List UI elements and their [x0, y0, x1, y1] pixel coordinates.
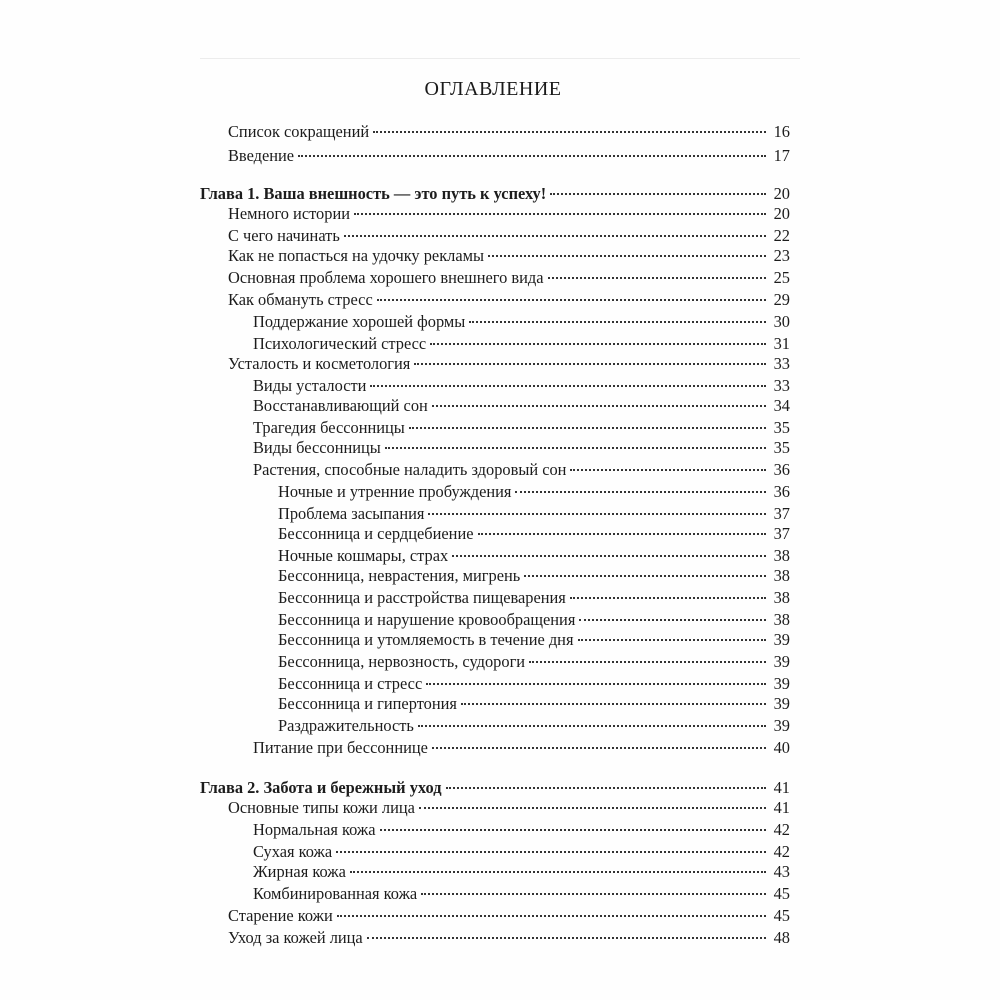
- toc-page-number: 42: [773, 820, 790, 839]
- dot-leader: [385, 447, 766, 449]
- toc-page-number: 39: [773, 630, 790, 649]
- toc-page-number: 39: [773, 674, 790, 693]
- toc-entry-title: Глава 2. Забота и бережный уход: [200, 778, 442, 797]
- toc-page-number: 43: [773, 862, 790, 881]
- toc-entry: [278, 630, 790, 652]
- dot-leader: [478, 533, 767, 535]
- toc-page-number: 22: [773, 226, 790, 245]
- toc-page-number: 31: [773, 334, 790, 353]
- dot-leader: [337, 915, 766, 917]
- toc-entry: [228, 906, 790, 928]
- dot-leader: [428, 513, 766, 515]
- toc-entry: [278, 504, 790, 526]
- toc-entry: [278, 588, 790, 610]
- toc-page-number: 33: [773, 376, 790, 395]
- toc-entry: [253, 438, 790, 460]
- dot-leader: [426, 683, 766, 685]
- dot-leader: [418, 725, 766, 727]
- toc-entry: [278, 652, 790, 674]
- dot-leader: [432, 747, 766, 749]
- toc-entry: [228, 122, 790, 144]
- toc-page-number: 37: [773, 524, 790, 543]
- toc-entry-title: Трагедия бессонницы: [253, 418, 405, 437]
- toc-entry-title: Восстанавливающий сон: [253, 396, 428, 415]
- toc-entry-title: Старение кожи: [228, 906, 333, 925]
- toc-entry: [278, 524, 790, 546]
- toc-entry: [253, 820, 790, 842]
- toc-entry-title: Жирная кожа: [253, 862, 346, 881]
- toc-entry-title: Виды бессонницы: [253, 438, 381, 457]
- toc-page-number: 41: [773, 778, 790, 797]
- toc-entry: [228, 268, 790, 290]
- toc-page-number: 39: [773, 716, 790, 735]
- toc-page-number: 48: [773, 928, 790, 947]
- toc-entry-title: Ночные и утренние пробуждения: [278, 482, 512, 501]
- dot-leader: [446, 787, 767, 789]
- toc-entry-title: С чего начинать: [228, 226, 340, 245]
- toc-entry: [253, 312, 790, 334]
- toc-entry-title: Нормальная кожа: [253, 820, 376, 839]
- toc-entry: [253, 884, 790, 906]
- toc-entry-title: Основные типы кожи лица: [228, 798, 415, 817]
- dot-leader: [419, 807, 766, 809]
- toc-entry: [228, 798, 790, 820]
- dot-leader: [414, 363, 766, 365]
- toc-entry-title: Уход за кожей лица: [228, 928, 363, 947]
- toc-page-number: 37: [773, 504, 790, 523]
- dot-leader: [548, 277, 766, 279]
- toc-page-number: 33: [773, 354, 790, 373]
- dot-leader: [409, 427, 766, 429]
- toc-entry: [278, 694, 790, 716]
- toc-entry-title: Сухая кожа: [253, 842, 333, 861]
- toc-page-number: 40: [773, 738, 790, 757]
- toc-page-number: 38: [773, 566, 790, 585]
- toc-entry-title: Бессонница и сердцебиение: [278, 524, 474, 543]
- dot-leader: [298, 155, 766, 157]
- dot-leader: [524, 575, 766, 577]
- toc-page-number: 41: [773, 798, 790, 817]
- toc-chapter-entry: [200, 184, 790, 206]
- dot-leader: [430, 343, 766, 345]
- dot-leader: [421, 893, 766, 895]
- toc-entry: [278, 482, 790, 504]
- toc-page-number: 20: [773, 204, 790, 223]
- toc-entry: [228, 204, 790, 226]
- toc-entry: [253, 396, 790, 418]
- toc-entry-title: Бессонница, неврастения, мигрень: [278, 566, 521, 585]
- toc-page-number: 16: [773, 122, 790, 141]
- toc-page-number: 35: [773, 418, 790, 437]
- dot-leader: [344, 235, 766, 237]
- toc-entry-title: Бессонница, нервозность, судороги: [278, 652, 526, 671]
- dot-leader: [350, 871, 766, 873]
- dot-leader: [354, 213, 766, 215]
- toc-page-number: 39: [773, 652, 790, 671]
- toc-entry: [278, 610, 790, 632]
- dot-leader: [570, 469, 766, 471]
- toc-entry: [228, 354, 790, 376]
- toc-page-number: 20: [773, 184, 790, 203]
- toc-entry: [228, 226, 790, 248]
- toc-entry-title: Как обмануть стресс: [228, 290, 373, 309]
- toc-entry: [228, 928, 790, 950]
- toc-entry-title: Немного истории: [228, 204, 350, 223]
- toc-page-number: 23: [773, 246, 790, 265]
- dot-leader: [452, 555, 766, 557]
- page-title: ОГЛАВЛЕНИЕ: [424, 78, 562, 100]
- toc-entry-title: Как не попасться на удочку рекламы: [228, 246, 484, 265]
- dot-leader: [515, 491, 766, 493]
- toc-page-number: 45: [773, 884, 790, 903]
- toc-entry-title: Виды усталости: [253, 376, 367, 395]
- toc-entry: [278, 546, 790, 568]
- toc-page-number: 38: [773, 588, 790, 607]
- dot-leader: [461, 703, 766, 705]
- dot-leader: [570, 597, 766, 599]
- toc-entry: [253, 376, 790, 398]
- toc-entry-title: Введение: [228, 146, 295, 165]
- toc-entry: [278, 566, 790, 588]
- toc-entry-title: Раздражительность: [278, 716, 414, 735]
- toc-entry: [253, 738, 790, 760]
- toc-page-number: 36: [773, 482, 790, 501]
- dot-leader: [432, 405, 766, 407]
- toc-page-number: 30: [773, 312, 790, 331]
- toc-entry-title: Усталость и косметология: [228, 354, 411, 373]
- toc-entry-title: Глава 1. Ваша внешность — это путь к успеху!: [200, 184, 547, 203]
- toc-entry-title: Бессонница и стресс: [278, 674, 423, 693]
- toc-entry-title: Питание при бессоннице: [253, 738, 428, 757]
- toc-entry-title: Поддержание хорошей формы: [253, 312, 466, 331]
- dot-leader: [380, 829, 766, 831]
- toc-entry-title: Бессонница и утомляемость в течение дня: [278, 630, 574, 649]
- toc-entry-title: Основная проблема хорошего внешнего вида: [228, 268, 544, 287]
- toc-page-number: 38: [773, 610, 790, 629]
- toc-page-number: 35: [773, 438, 790, 457]
- toc-entry-title: Бессонница и нарушение кровообращения: [278, 610, 576, 629]
- toc-entry: [253, 334, 790, 356]
- toc-entry-title: Бессонница и гипертония: [278, 694, 457, 713]
- dot-leader: [469, 321, 766, 323]
- dot-leader: [550, 193, 766, 195]
- dot-leader: [373, 131, 766, 133]
- toc-chapter-entry: [200, 778, 790, 800]
- dot-leader: [579, 619, 766, 621]
- toc-entry-title: Список сокращений: [228, 122, 370, 141]
- toc-page-number: 36: [773, 460, 790, 479]
- toc-entry: [228, 146, 790, 168]
- toc-entry-title: Психологический стресс: [253, 334, 427, 353]
- toc-page-number: 17: [773, 146, 790, 165]
- toc-entry: [228, 290, 790, 312]
- dot-leader: [367, 937, 766, 939]
- toc-entry-title: Комбинированная кожа: [253, 884, 418, 903]
- toc-page-number: 45: [773, 906, 790, 925]
- toc-entry: [253, 862, 790, 884]
- toc-page-number: 34: [773, 396, 790, 415]
- dot-leader: [370, 385, 766, 387]
- toc-entry-title: Ночные кошмары, страх: [278, 546, 449, 565]
- toc-entry: [278, 674, 790, 696]
- dot-leader: [488, 255, 766, 257]
- toc-entry-title: Растения, способные наладить здоровый сон: [253, 460, 567, 479]
- toc-entry: [278, 716, 790, 738]
- toc-entry-title: Проблема засыпания: [278, 504, 425, 523]
- toc-page-number: 39: [773, 694, 790, 713]
- toc-entry: [228, 246, 790, 268]
- toc-page-number: 29: [773, 290, 790, 309]
- toc-page-number: 42: [773, 842, 790, 861]
- toc-page-number: 25: [773, 268, 790, 287]
- dot-leader: [578, 639, 767, 641]
- dot-leader: [377, 299, 766, 301]
- toc-entry: [253, 418, 790, 440]
- toc-entry: [253, 842, 790, 864]
- dot-leader: [529, 661, 766, 663]
- toc-entry: [253, 460, 790, 482]
- toc-page-number: 38: [773, 546, 790, 565]
- dot-leader: [336, 851, 766, 853]
- toc-entry-title: Бессонница и расстройства пищеварения: [278, 588, 566, 607]
